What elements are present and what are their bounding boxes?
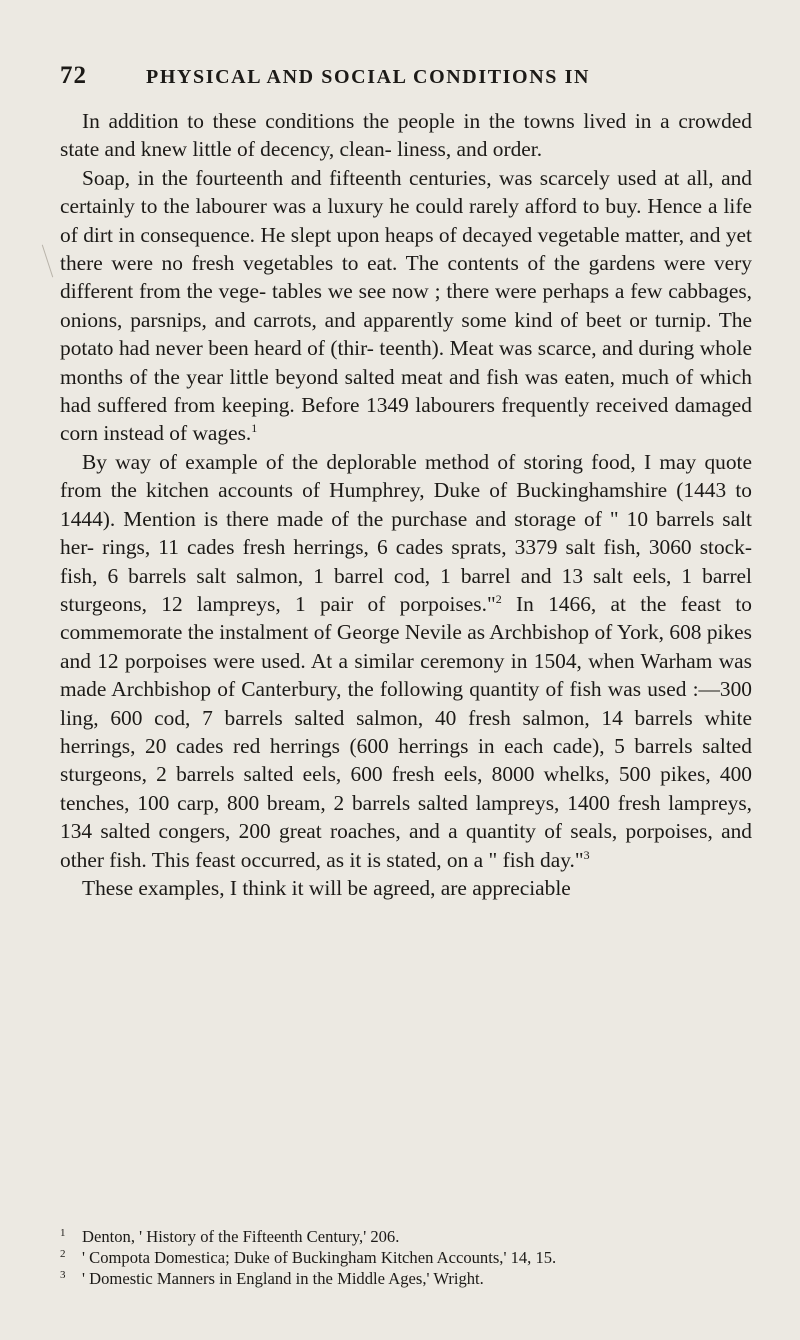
footnote: 1 Denton, ' History of the Fifteenth Century,' 206. <box>60 1227 400 1246</box>
footnote: 2 ' Compota Domestica; Duke of Buckingham Kitchen Accounts,' 14, 15. <box>60 1248 557 1267</box>
paragraph-text: In 1466, at the feast to commemorate the instalment of George Nevile as Archbishop of York, 608 pikes and 12 porpoises were used. At a similar ceremony in 1504, when Warham was made Archbishop of Canterbury, the following quantity of fish was used :—300 ling, 600 cod, 7 barrels salted salmon, 40 fresh salmon, 14 barrels white herrings, 20 cades red herrings (600 herrings in each cade), 5 barrels salted sturgeons, 2 barrels salted eels, 600 fresh eels, 8000 whelks, 500 pikes, 400 tenches, 100 carp, 800 bream, 2 barrels salted lampreys, 1400 fresh lampreys, 134 salted congers, 200 great roaches, and a quantity of seals, porpoises, and other fish. This feast occurred, as it is stated, on a " fish day." <box>60 591 752 872</box>
footnote-ref: 1 <box>251 421 258 436</box>
paragraph-text: By way of example of the deplorable method of storing food, I may quote from the kitchen accounts of Humphrey, Duke of Buckinghamshire (1443 to 1444). Mention is there made of the purchase and storage of " 10 barrels salt her- rings, 11 cades fresh herrings, 6 cades sprats, 3379 salt fish, 3060 stock-fish, 6 barrels salt salmon, 1 barrel cod, 1 barrel and 13 salt eels, 1 barrel sturgeons, 12 lampreys, 1 pair of porpoises." <box>60 449 752 616</box>
page-header <box>60 62 750 92</box>
margin-pencil-mark <box>42 245 53 278</box>
running-head: PHYSICAL AND SOCIAL CONDITIONS IN <box>146 66 591 88</box>
footnote-text: ' Compota Domestica; Duke of Buckingham Kitchen Accounts,' 14, 15. <box>82 1248 557 1267</box>
footnote-text: ' Domestic Manners in England in the Middle Ages,' Wright. <box>82 1269 484 1288</box>
footnote: 3 ' Domestic Manners in England in the Middle Ages,' Wright. <box>60 1269 484 1288</box>
paragraph-text: In addition to these conditions the people in the towns lived in a crowded state and knew little of decency, clean- liness, and order. <box>60 109 752 162</box>
footnote-text: Denton, ' History of the Fifteenth Century,' 206. <box>82 1227 400 1246</box>
paragraph-text: These examples, I think it will be agreed, are appreciable <box>82 875 571 900</box>
paragraph <box>60 164 752 448</box>
paragraph <box>60 874 752 902</box>
footnote-ref: 3 <box>583 847 590 862</box>
paragraph-text: Soap, in the fourteenth and fifteenth centuries, was scarcely used at all, and certainly to the labourer was a luxury he could rarely afford to buy. Hence a life of dirt in consequence. He slept upon heaps of decayed vegetable matter, and yet there were no fresh vegetables to eat. The contents of the gardens were very different from the vege- tables we see now ; there were perhaps a few cabbages, onions, parsnips, and carrots, and apparently some kind of beet or turnip. The potato had never been heard of (thir- teenth). Meat was scarce, and during whole months of the year little beyond salted meat and fish was eaten, much of which had suffered from keeping. Before 1349 labourers frequently received damaged corn instead of wages. <box>60 165 752 446</box>
footnotes <box>60 1226 752 1289</box>
page-number: 72 <box>60 62 87 89</box>
footnote-ref: 2 <box>495 591 502 606</box>
body-text <box>60 107 752 902</box>
paragraph <box>60 448 752 874</box>
paragraph <box>60 107 752 164</box>
